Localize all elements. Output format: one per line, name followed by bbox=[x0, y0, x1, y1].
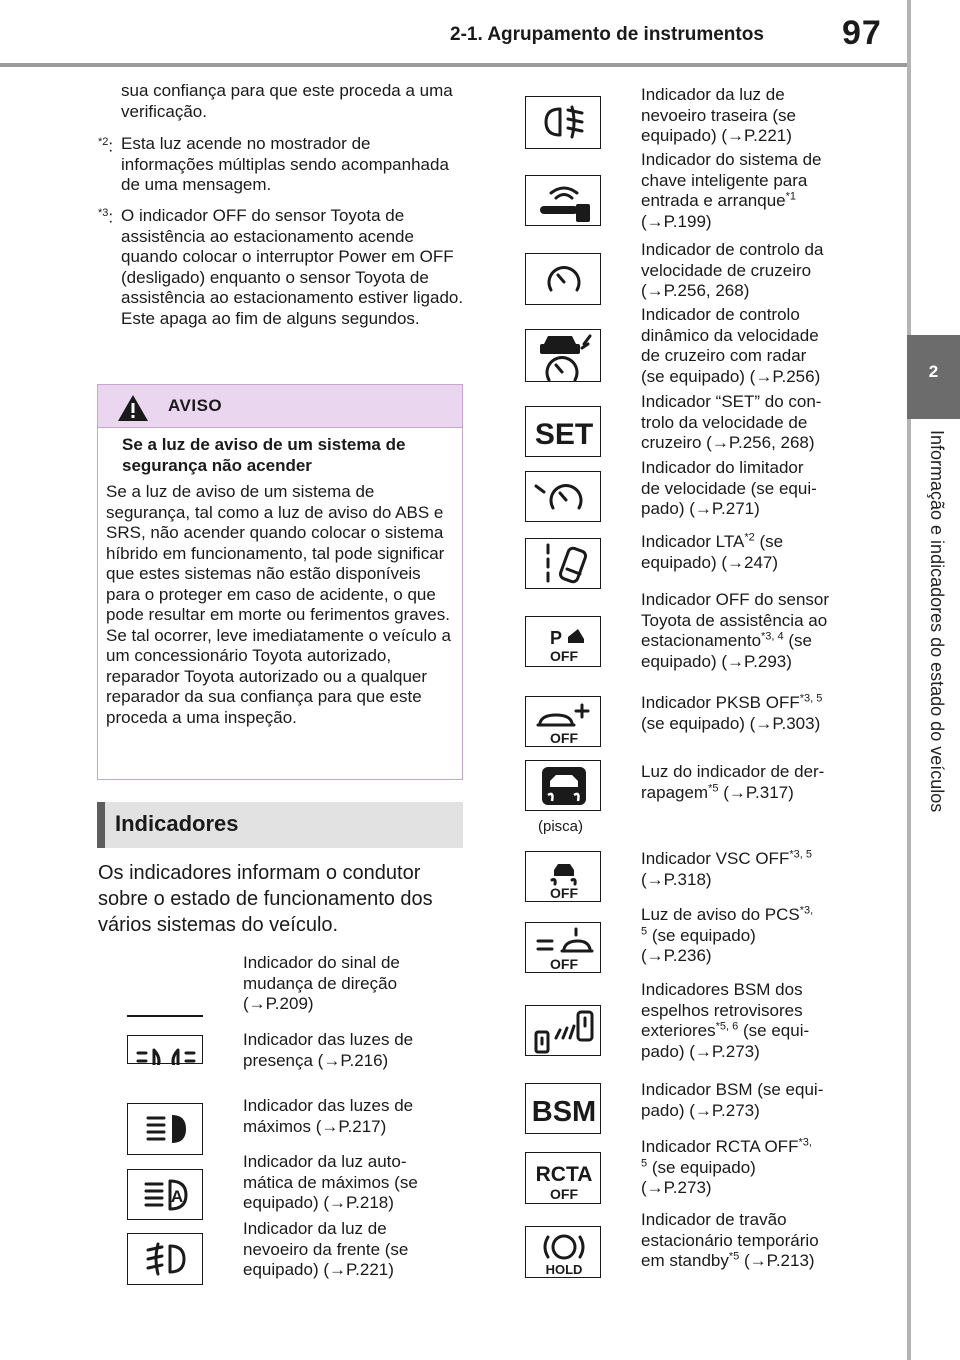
pksb-off-icon bbox=[525, 696, 601, 747]
vsc-off-icon bbox=[525, 851, 601, 902]
left-indicator-description: Indicador das luzes de presença (→P.216) bbox=[243, 1030, 414, 1070]
right-indicator-description: Luz de aviso do $PCS^{*3,}$ $^5$ (se equipado) (→P.236) bbox=[641, 904, 814, 965]
front-fog-light-icon-glyph bbox=[128, 1234, 204, 1286]
rear-fog-light-icon-glyph bbox=[526, 97, 602, 150]
slip-indicator-icon-glyph bbox=[526, 761, 602, 812]
svg-text:RCTA: RCTA bbox=[535, 1163, 593, 1186]
section-header-bar bbox=[97, 802, 105, 848]
pcs-warning-icon bbox=[525, 922, 601, 973]
chapter-number: 2 bbox=[928, 362, 939, 381]
right-indicator-description: Indicador de controlo da velocidade de cruzeiro (→P.256, 268) bbox=[641, 240, 824, 300]
right-indicator-description: Indicador de travão estacionário temporário em standby$^{*5}$ (→P.213) bbox=[641, 1210, 819, 1270]
right-indicator-description: Indicador da luz de nevoeiro traseira (se equipado) (→P.221) bbox=[641, 85, 796, 145]
right-indicator-description: Indicadores BSM dos espelhos retrovisores exteriores$^{*5, 6}$ (se equi- pado) (→P.273) bbox=[641, 980, 810, 1061]
vsc-off-icon-glyph bbox=[526, 852, 602, 903]
footnote-2-marker: $^{*2}$: bbox=[98, 136, 114, 156]
right-indicator-description: Indicador do limitador de velocidade (se equi- pado) (→P.271) bbox=[641, 458, 817, 518]
brake-hold-icon bbox=[525, 1226, 601, 1278]
chapter-title bbox=[916, 430, 956, 900]
right-indicator-description: Indicador VSC OFF$^{*3, 5}$ (→P.318) bbox=[641, 848, 812, 889]
svg-text:OFF: OFF bbox=[550, 885, 578, 901]
warning-box bbox=[97, 384, 463, 780]
bsm-icon bbox=[525, 1083, 601, 1134]
left-indicator-description: Indicador das luzes de máximos (→P.217) bbox=[243, 1096, 414, 1136]
bsm-icon-glyph bbox=[526, 1084, 602, 1135]
speed-limiter-icon-glyph bbox=[526, 472, 602, 523]
radar-cruise-icon-glyph bbox=[526, 330, 602, 383]
svg-text:OFF: OFF bbox=[550, 730, 578, 746]
svg-text:A: A bbox=[170, 1187, 184, 1206]
slip-indicator-icon bbox=[525, 760, 601, 811]
warning-body: Se a luz de aviso de um sistema de segurança, tal como a luz de aviso do ABS e SRS, não acender quando colocar o sistema híbrido em funcionamento, tal pode significar que estes sistemas não estão disponíveis para o proteger em caso de acidente, o que pode resultar em morte ou ferimentos graves. Se tal ocorrer, leve imediatamente o veículo a um concessionário Toyota autorizado, reparador Toyota autorizado ou a qualquer reparador da sua confiança para que este proceda a uma inspeção. bbox=[106, 482, 451, 727]
header-rule bbox=[0, 63, 908, 67]
right-indicator-description: Indicador LTA$^{*2}$ (se equipado) (→247) bbox=[641, 531, 784, 572]
section-title: 2-1. Agrupamento de instrumentos bbox=[450, 24, 764, 45]
svg-text:SET: SET bbox=[534, 418, 594, 451]
radar-cruise-icon bbox=[525, 329, 601, 382]
auto-high-beam-icon bbox=[127, 1169, 203, 1220]
right-indicator-description: Indicador OFF do sensor Toyota de assistência ao estacionamento$^{*3, 4}$ (se equipado) (→P.293) bbox=[641, 590, 830, 671]
pksb-off-icon-glyph bbox=[526, 697, 602, 748]
continued-text: sua confiança para que este proceda a uma verificação. bbox=[121, 81, 453, 121]
warning-header bbox=[98, 385, 462, 428]
footnote-3-sup: *3 bbox=[98, 207, 109, 219]
section-header bbox=[97, 802, 463, 848]
pcs-warning-icon-glyph bbox=[526, 923, 602, 974]
parking-sensor-off-icon-glyph bbox=[526, 617, 602, 668]
lta-icon bbox=[525, 538, 601, 589]
right-indicator-description: Luz do indicador de der- rapagem$^{*5}$ (→P.317) bbox=[641, 762, 825, 802]
smart-key-icon-glyph bbox=[526, 176, 602, 227]
page-number: 97 bbox=[842, 14, 882, 52]
left-indicator-description: Indicador do sinal de mudança de direção (→P.209) bbox=[243, 953, 400, 1013]
position-lights-icon bbox=[127, 1035, 203, 1064]
right-indicator-description: Indicador PKSB OFF$^{*3, 5}$ (se equipado) (→P.303) bbox=[641, 692, 823, 733]
rear-fog-light-icon bbox=[525, 96, 601, 149]
position-lights-icon-glyph bbox=[128, 1036, 204, 1065]
turn-signal-icon bbox=[127, 1015, 203, 1017]
right-indicator-description: Indicador “SET” do con- trolo da velocidade de cruzeiro (→P.256, 268) bbox=[641, 392, 822, 452]
set-indicator-icon bbox=[525, 406, 601, 457]
left-indicator-description: Indicador da luz de nevoeiro da frente (se equipado) (→P.221) bbox=[243, 1219, 409, 1279]
rcta-off-icon-glyph bbox=[526, 1153, 602, 1205]
svg-text:BSM: BSM bbox=[531, 1096, 597, 1128]
cruise-control-icon bbox=[525, 253, 601, 305]
right-indicator-description: Indicador do sistema de chave inteligente para entrada e arranque$^{*1}$ (→P.199) bbox=[641, 150, 822, 231]
side-tab-bar bbox=[907, 0, 911, 1360]
bsm-mirror-icon bbox=[525, 1005, 601, 1056]
footnote-2-text: Esta luz acende no mostrador de informações múltiplas sendo acompanhada de uma mensagem. bbox=[121, 134, 449, 194]
bsm-mirror-icon-glyph bbox=[526, 1006, 602, 1057]
smart-key-icon bbox=[525, 175, 601, 226]
rcta-off-icon bbox=[525, 1152, 601, 1204]
right-indicator-description: Indicador RCTA $OFF^{*3,}$ $^5$ (se equipado) (→P.273) bbox=[641, 1136, 812, 1197]
speed-limiter-icon bbox=[525, 471, 601, 522]
right-indicator-description: Indicador BSM (se equi- pado) (→P.273) bbox=[641, 1080, 824, 1120]
chapter-title-text: Informação e indicadores do estado do veículos bbox=[927, 430, 947, 813]
lta-icon-glyph bbox=[526, 539, 602, 590]
left-indicator-description: Indicador da luz auto- mática de máximos (se equipado) (→P.218) bbox=[243, 1152, 418, 1212]
cruise-control-icon-glyph bbox=[526, 254, 602, 306]
right-indicator-description: Indicador de controlo dinâmico da velocidade de cruzeiro com radar (se equipado) (→P.256) bbox=[641, 305, 821, 386]
footnote-3-marker: $^{*3}$: bbox=[98, 207, 114, 227]
footnote-3-text: O indicador OFF do sensor Toyota de assistência ao estacionamento acende quando colocar o interruptor Power em OFF (desligado) enquanto o sensor Toyota de assistência ao estacionamento estiver ligado. Este apaga ao fim de alguns segundos. bbox=[121, 206, 464, 328]
svg-text:OFF: OFF bbox=[550, 956, 578, 972]
svg-text:HOLD: HOLD bbox=[545, 1262, 583, 1277]
warning-label: AVISO bbox=[168, 396, 223, 415]
warning-heading: Se a luz de aviso de um sistema de segurança não acender bbox=[122, 435, 406, 475]
set-indicator-icon-glyph bbox=[526, 407, 602, 458]
brake-hold-icon-glyph bbox=[526, 1227, 602, 1279]
section-title-indicadores: Indicadores bbox=[115, 811, 239, 836]
auto-high-beam-icon-glyph bbox=[128, 1170, 204, 1221]
parking-sensor-off-icon bbox=[525, 616, 601, 667]
warning-triangle-icon bbox=[116, 393, 150, 423]
high-beam-icon bbox=[127, 1103, 203, 1155]
blink-caption: (pisca) bbox=[538, 818, 584, 835]
section-intro: Os indicadores informam o condutor sobre o estado de funcionamento dos vários sistemas do veículo. bbox=[98, 862, 433, 936]
svg-text:OFF: OFF bbox=[550, 1186, 578, 1202]
svg-text:OFF: OFF bbox=[550, 648, 578, 664]
svg-text:P: P bbox=[549, 628, 563, 648]
high-beam-icon-glyph bbox=[128, 1104, 204, 1156]
front-fog-light-icon bbox=[127, 1233, 203, 1285]
footnote-2-sup: *2 bbox=[98, 136, 109, 148]
